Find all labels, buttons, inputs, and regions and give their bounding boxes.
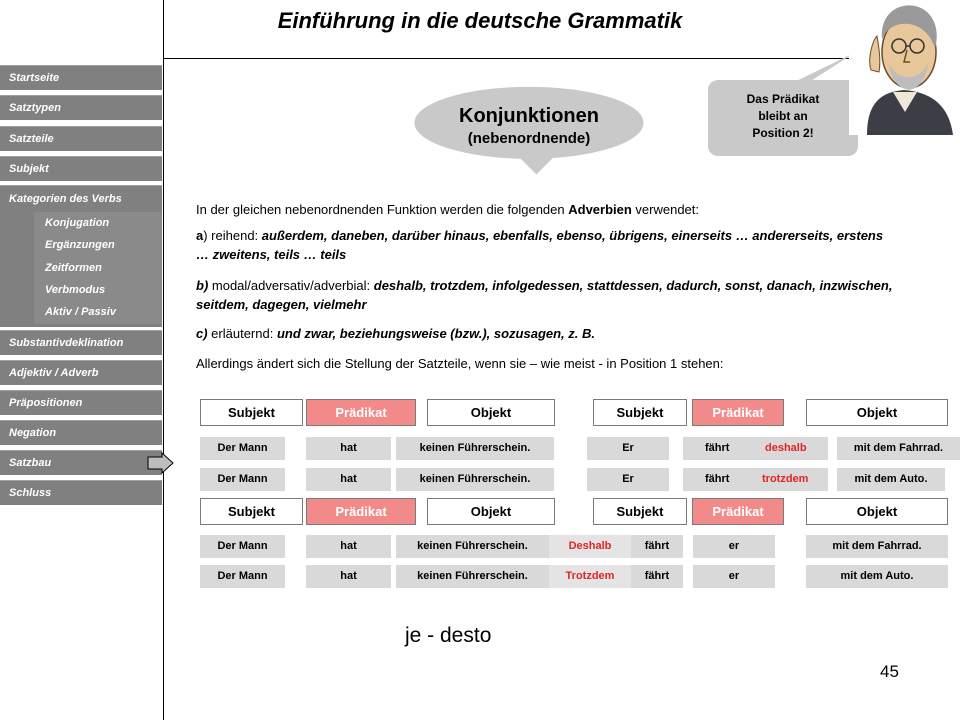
table-cell: fährt xyxy=(631,565,683,588)
subnav-ergaenzungen[interactable]: Ergänzungen xyxy=(45,239,115,251)
table-cell: keinen Führerschein. xyxy=(396,535,549,558)
table-cell: fährt xyxy=(631,535,683,558)
list-a-words: außerdem, daneben, darüber hinaus, ebenfalls, ebenso, übrigens, einerseits … andererseits, erstens … zweitens, teils … teils xyxy=(196,228,884,262)
header-subjekt: Subjekt xyxy=(593,498,687,525)
table-cell: keinen Führerschein. xyxy=(396,437,554,460)
table-cell: mit dem Fahrrad. xyxy=(806,535,948,558)
table-cell: Der Mann xyxy=(200,468,285,491)
nav-satztypen[interactable]: Satztypen xyxy=(0,95,162,120)
table-cell xyxy=(683,468,828,491)
table-cell: hat xyxy=(306,437,391,460)
header-subjekt: Subjekt xyxy=(593,399,687,426)
nav-subjekt[interactable]: Subjekt xyxy=(0,156,162,181)
nav-startseite[interactable]: Startseite xyxy=(0,65,162,90)
header-subjekt: Subjekt xyxy=(200,399,303,426)
adverb-text: trotzdem xyxy=(762,473,809,485)
table-cell xyxy=(549,565,631,588)
list-c-words: und zwar, beziehungsweise (bzw.), sozusagen, z. B. xyxy=(276,326,596,341)
subnav-zeitformen[interactable]: Zeitformen xyxy=(45,262,102,274)
tip-line-2: bleibt an xyxy=(758,109,808,123)
table-cell: hat xyxy=(306,468,391,491)
table-cell: Der Mann xyxy=(200,565,285,588)
header-subjekt: Subjekt xyxy=(200,498,303,525)
table-cell: keinen Führerschein. xyxy=(396,565,549,588)
nav-adjektiv-adverb[interactable]: Adjektiv / Adverb xyxy=(0,360,162,385)
header-praedikat: Prädikat xyxy=(306,399,416,426)
topic-heading xyxy=(388,105,670,147)
subnav-verbmodus[interactable]: Verbmodus xyxy=(45,284,106,296)
list-c-label: c) xyxy=(196,326,208,341)
table-cell: er xyxy=(693,535,775,558)
nav-substantivdeklination[interactable]: Substantivdeklination xyxy=(0,330,162,355)
title-underline xyxy=(163,58,873,59)
table-cell xyxy=(683,437,828,460)
list-b-words: deshalb, trotzdem, infolgedessen, stattdessen, dadurch, sonst, danach, inzwischen, seitdem, dagegen, vielmehr xyxy=(196,278,893,312)
table-cell: mit dem Auto. xyxy=(837,468,945,491)
professor-portrait-image xyxy=(849,0,960,135)
current-page-arrow-icon xyxy=(147,452,175,474)
table-cell: Der Mann xyxy=(200,535,285,558)
header-objekt: Objekt xyxy=(427,498,555,525)
sidebar-divider xyxy=(163,0,164,720)
intro-text xyxy=(196,200,896,219)
topic-subtitle: (nebenordnende) xyxy=(467,130,591,147)
tip-line-3: Position 2! xyxy=(752,126,814,140)
header-praedikat: Prädikat xyxy=(306,498,416,525)
table-cell: hat xyxy=(306,565,391,588)
list-c-desc: erläuternd: xyxy=(207,326,277,341)
je-desto-label: je - desto xyxy=(405,624,492,647)
page-number: 45 xyxy=(880,662,899,681)
adverb-text: Trotzdem xyxy=(565,570,615,582)
header-praedikat: Prädikat xyxy=(692,498,784,525)
table-cell: hat xyxy=(306,535,391,558)
list-b-desc: modal/adversativ/adverbial: xyxy=(208,278,374,293)
list-a-desc: ) reihend: xyxy=(203,228,262,243)
header-objekt: Objekt xyxy=(806,399,948,426)
table-cell xyxy=(549,535,631,558)
nav-kategorien-des-verbs[interactable]: Kategorien des Verbs xyxy=(9,193,122,205)
table-cell: Er xyxy=(587,468,669,491)
adverb-text: deshalb xyxy=(765,442,807,454)
table-cell: Der Mann xyxy=(200,437,285,460)
nav-satzteile[interactable]: Satzteile xyxy=(0,126,162,151)
subnav-aktiv-passiv[interactable]: Aktiv / Passiv xyxy=(45,306,116,318)
topic-title: Konjunktionen xyxy=(459,105,599,127)
nav-group-kategorien xyxy=(0,185,162,327)
header-objekt: Objekt xyxy=(427,399,555,426)
header-praedikat: Prädikat xyxy=(692,399,784,426)
page-title: Einführung in die deutsche Grammatik xyxy=(277,8,683,33)
list-item-b xyxy=(196,276,896,314)
list-b-label: b) xyxy=(196,278,209,293)
intro-text-end: verwendet: xyxy=(631,202,700,217)
table-cell: mit dem Auto. xyxy=(806,565,948,588)
verb-text: fährt xyxy=(705,473,730,485)
list-item-a xyxy=(196,226,896,264)
adverb-text: Deshalb xyxy=(568,540,612,552)
table-cell: keinen Führerschein. xyxy=(396,468,554,491)
list-item-c xyxy=(196,324,896,343)
intro-text-start: In der gleichen nebenordnenden Funktion werden die folgenden xyxy=(196,202,569,217)
tip-line-1: Das Prädikat xyxy=(746,92,820,106)
nav-satzbau[interactable]: Satzbau xyxy=(0,450,162,475)
nav-negation[interactable]: Negation xyxy=(0,420,162,445)
subnav-konjugation[interactable]: Konjugation xyxy=(45,217,110,229)
table-cell: mit dem Fahrrad. xyxy=(837,437,960,460)
nav-praepositionen[interactable]: Präpositionen xyxy=(0,390,162,415)
intro-strong: Adverbien xyxy=(568,202,632,217)
tip-callout xyxy=(708,80,858,156)
verb-text: fährt xyxy=(705,442,730,454)
header-objekt: Objekt xyxy=(806,498,948,525)
list-a-label: a xyxy=(196,228,204,243)
table-cell: Er xyxy=(587,437,669,460)
nav-schluss[interactable]: Schluss xyxy=(0,480,162,505)
note-text: Allerdings ändert sich die Stellung der Satzteile, wenn sie – wie meist - in Position 1 stehen: xyxy=(196,356,724,371)
table-cell: er xyxy=(693,565,775,588)
